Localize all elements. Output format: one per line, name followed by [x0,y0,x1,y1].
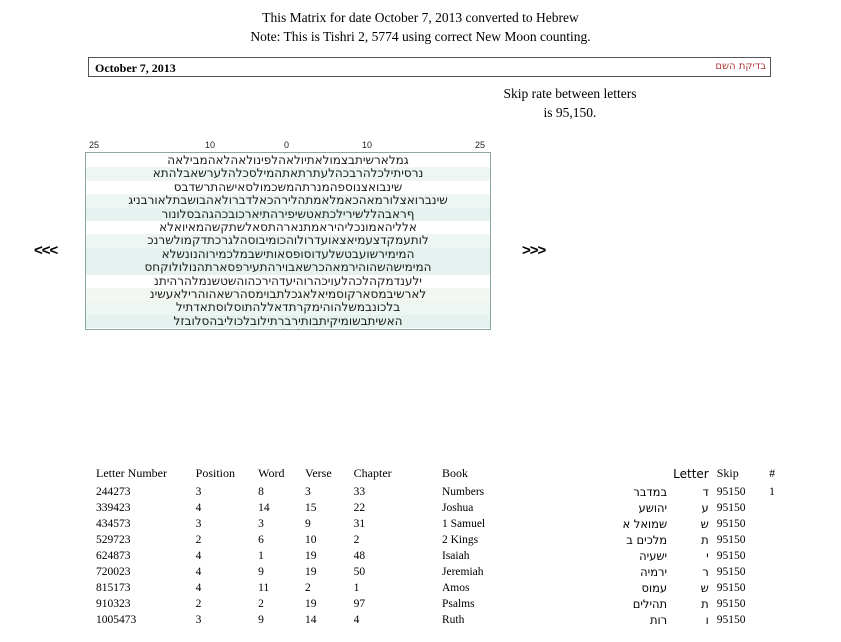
cell-letter: ר [702,565,709,579]
cell-hash [769,517,796,533]
cell-hebrew-word: יהושע [638,501,668,515]
table-row [96,565,796,581]
date-bar [88,57,771,77]
cell-word: 6 [258,534,264,546]
ruler-tick-2: 0 [284,140,290,150]
cell-letter: ע [701,501,709,515]
cell-letter-number: 624873 [96,550,131,562]
matrix-row: שינברואצלורמאהכאמלאמתהלירהכאלדברולאהבושבתלאורבניג [86,194,490,207]
header-line-2: Note: This is Tishri 2, 5774 using correct New Moon counting. [250,29,591,44]
cell-verse: 14 [305,614,317,626]
cell-letter-number: 339423 [96,502,131,514]
cell-chapter: 97 [353,598,366,610]
cell-hebrew-word: שמואל א [622,517,668,531]
ruler-tick-4: 25 [475,140,486,150]
matrix-grid[interactable] [85,152,491,330]
column-header-skip: Skip [716,466,739,480]
table-row [96,613,796,629]
matrix-ruler [85,140,489,152]
cell-letter: ת [701,597,709,611]
skip-rate-line-2: is 95,150. [543,105,597,120]
cell-chapter: 1 [353,582,360,594]
cell-chapter: 31 [353,518,366,530]
cell-position: 3 [195,486,202,498]
cell-verse: 2 [305,582,311,594]
column-header-hash: # [769,466,776,480]
table-row [96,581,796,597]
cell-skip: 95150 [716,502,746,514]
column-header-letter-number: Letter Number [96,466,167,480]
ruler-tick-3: 10 [362,140,373,150]
cell-position: 2 [195,534,202,546]
cell-book: Jeremiah [442,566,484,578]
cell-word: 14 [258,502,270,514]
cell-hash [769,581,796,597]
date-label: October 7, 2013 [95,61,176,75]
cell-hash [769,533,796,549]
cell-position: 4 [195,582,202,594]
hebrew-date-label: בדיקת השם [715,61,766,72]
cell-book: 2 Kings [442,534,479,546]
cell-verse: 19 [305,566,317,578]
matrix-row: לותעמקדצעמיאצאועדרולוהכומיבוסהלגרכתדקמולשרנכ [86,234,490,247]
matrix-row: נרסיתילכלהרבכהלעתרתאתהמילסכלהלערשאבלהתא [86,167,490,180]
cell-word: 2 [258,598,264,610]
cell-hash [769,597,796,613]
cell-position: 4 [195,566,202,578]
cell-book: Isaiah [442,550,470,562]
header-line-1: This Matrix for date October 7, 2013 converted to Hebrew [262,10,579,25]
column-header-chapter: Chapter [353,466,392,480]
cell-word: 3 [258,518,264,530]
cell-letter: ת [701,533,709,547]
cell-skip: 95150 [716,518,746,530]
matrix-row: האשיתבשומיקיתבותירברתילובלכוליבהסלובזל [86,315,490,328]
cell-hash: 1 [769,486,775,498]
cell-letter-number: 815173 [96,582,131,594]
cell-hebrew-word: ישעיה [639,549,668,563]
cell-skip: 95150 [716,566,746,578]
cell-hash [769,549,796,565]
cell-letter: י [706,549,709,563]
ruler-tick-0: 25 [89,140,100,150]
cell-hash [769,565,796,581]
cell-letter: ד [702,485,709,499]
cell-word: 1 [258,550,264,562]
cell-word: 11 [258,582,270,594]
cell-hash [769,613,796,629]
matrix-row: המימירשועבטשלעדוסופסאותישבמלכמירוהנונשלא [86,248,490,261]
skip-rate-note [380,84,760,122]
cell-skip: 95150 [716,614,746,626]
column-header-book: Book [442,466,469,480]
cell-chapter: 33 [353,486,366,498]
cell-position: 3 [195,518,202,530]
matrix-row: ףראבהללשירילכתאטשיפירהתיארכובכהגהבסלונור [86,208,490,221]
table-row [96,517,796,533]
skip-rate-line-1: Skip rate between letters [503,86,637,101]
matrix-row: לארשיבמסארקוסמיאלאגכלתבוימסהרשאהוהרילאעשינ [86,288,490,301]
cell-skip: 95150 [716,582,746,594]
cell-word: 9 [258,566,264,578]
matrix-row: בלכונבמשלהוהימקרתדאללהתוסלוסתאדתיל [86,301,490,314]
cell-skip: 95150 [716,598,746,610]
cell-letter-number: 434573 [96,518,131,530]
cell-letter-number: 720023 [96,566,131,578]
cell-chapter: 2 [353,534,360,546]
matrix-row: אלליהאמונכליהיראמתנארהתסאלשתקשהמאיואלא [86,221,490,234]
ruler-tick-1: 10 [205,140,216,150]
cell-book: Psalms [442,598,475,610]
cell-letter-number: 910323 [96,598,131,610]
matrix-row: גמלארשיתבצמולאתיולאהלפינולאהלאהמבילאה [86,154,490,167]
cell-verse: 19 [305,598,317,610]
cell-skip: 95150 [716,550,746,562]
cell-hebrew-word: מלכים ב [626,533,668,547]
table-row [96,501,796,517]
cell-word: 8 [258,486,264,498]
cell-chapter: 4 [353,614,360,626]
cell-verse: 10 [305,534,317,546]
matrix-row: ילענדמקהלכהלעויכהרוהיעדהירכהוהשטשנמלהרהיתנ [86,275,490,288]
table-header-row [96,466,796,485]
cell-chapter: 48 [353,550,366,562]
column-header-letter: Letter [673,466,709,481]
cell-hash [769,501,796,517]
next-matrix-button[interactable]: >>> [522,242,546,259]
cell-chapter: 22 [353,502,366,514]
cell-book: Joshua [442,502,474,514]
matrix-panel [85,140,491,330]
cell-hebrew-word: ירמיה [640,565,668,579]
cell-letter-number: 529723 [96,534,131,546]
header-text [0,8,841,46]
cell-letter: ש [700,581,709,595]
cell-position: 4 [195,502,202,514]
cell-chapter: 50 [353,566,366,578]
cell-hebrew-word: רות [649,613,668,627]
previous-matrix-button[interactable]: <<< [34,242,58,259]
table-row [96,485,796,501]
cell-book: 1 Samuel [442,518,486,530]
results-table [96,466,796,629]
cell-book: Ruth [442,614,465,626]
table-row [96,549,796,565]
cell-verse: 3 [305,486,311,498]
cell-word: 9 [258,614,264,626]
table-row [96,597,796,613]
column-header-hebrew-word [559,466,673,485]
cell-letter-number: 244273 [96,486,131,498]
cell-skip: 95150 [716,534,746,546]
cell-book: Amos [442,582,470,594]
cell-book: Numbers [442,486,485,498]
cell-hebrew-word: עמוס [641,581,668,595]
column-header-word: Word [258,466,285,480]
column-header-verse: Verse [305,466,332,480]
cell-verse: 9 [305,518,311,530]
cell-letter: ש [700,517,709,531]
cell-hebrew-word: במדבר [633,485,668,499]
cell-letter-number: 1005473 [96,614,137,626]
matrix-row: שינבואצנוספהמנרתהמשכמולסאישהתרשדבס [86,181,490,194]
cell-letter: ו [705,613,709,627]
cell-verse: 15 [305,502,317,514]
cell-hebrew-word: תהילים [632,597,668,611]
cell-position: 3 [195,614,202,626]
column-header-position: Position [195,466,235,480]
cell-skip: 95150 [716,486,746,498]
cell-verse: 19 [305,550,317,562]
table-row [96,533,796,549]
cell-position: 4 [195,550,202,562]
matrix-row: המימישהשהוהירמאהכרשאבוירהתעירפסארתהנולולוקחס [86,261,490,274]
cell-position: 2 [195,598,202,610]
